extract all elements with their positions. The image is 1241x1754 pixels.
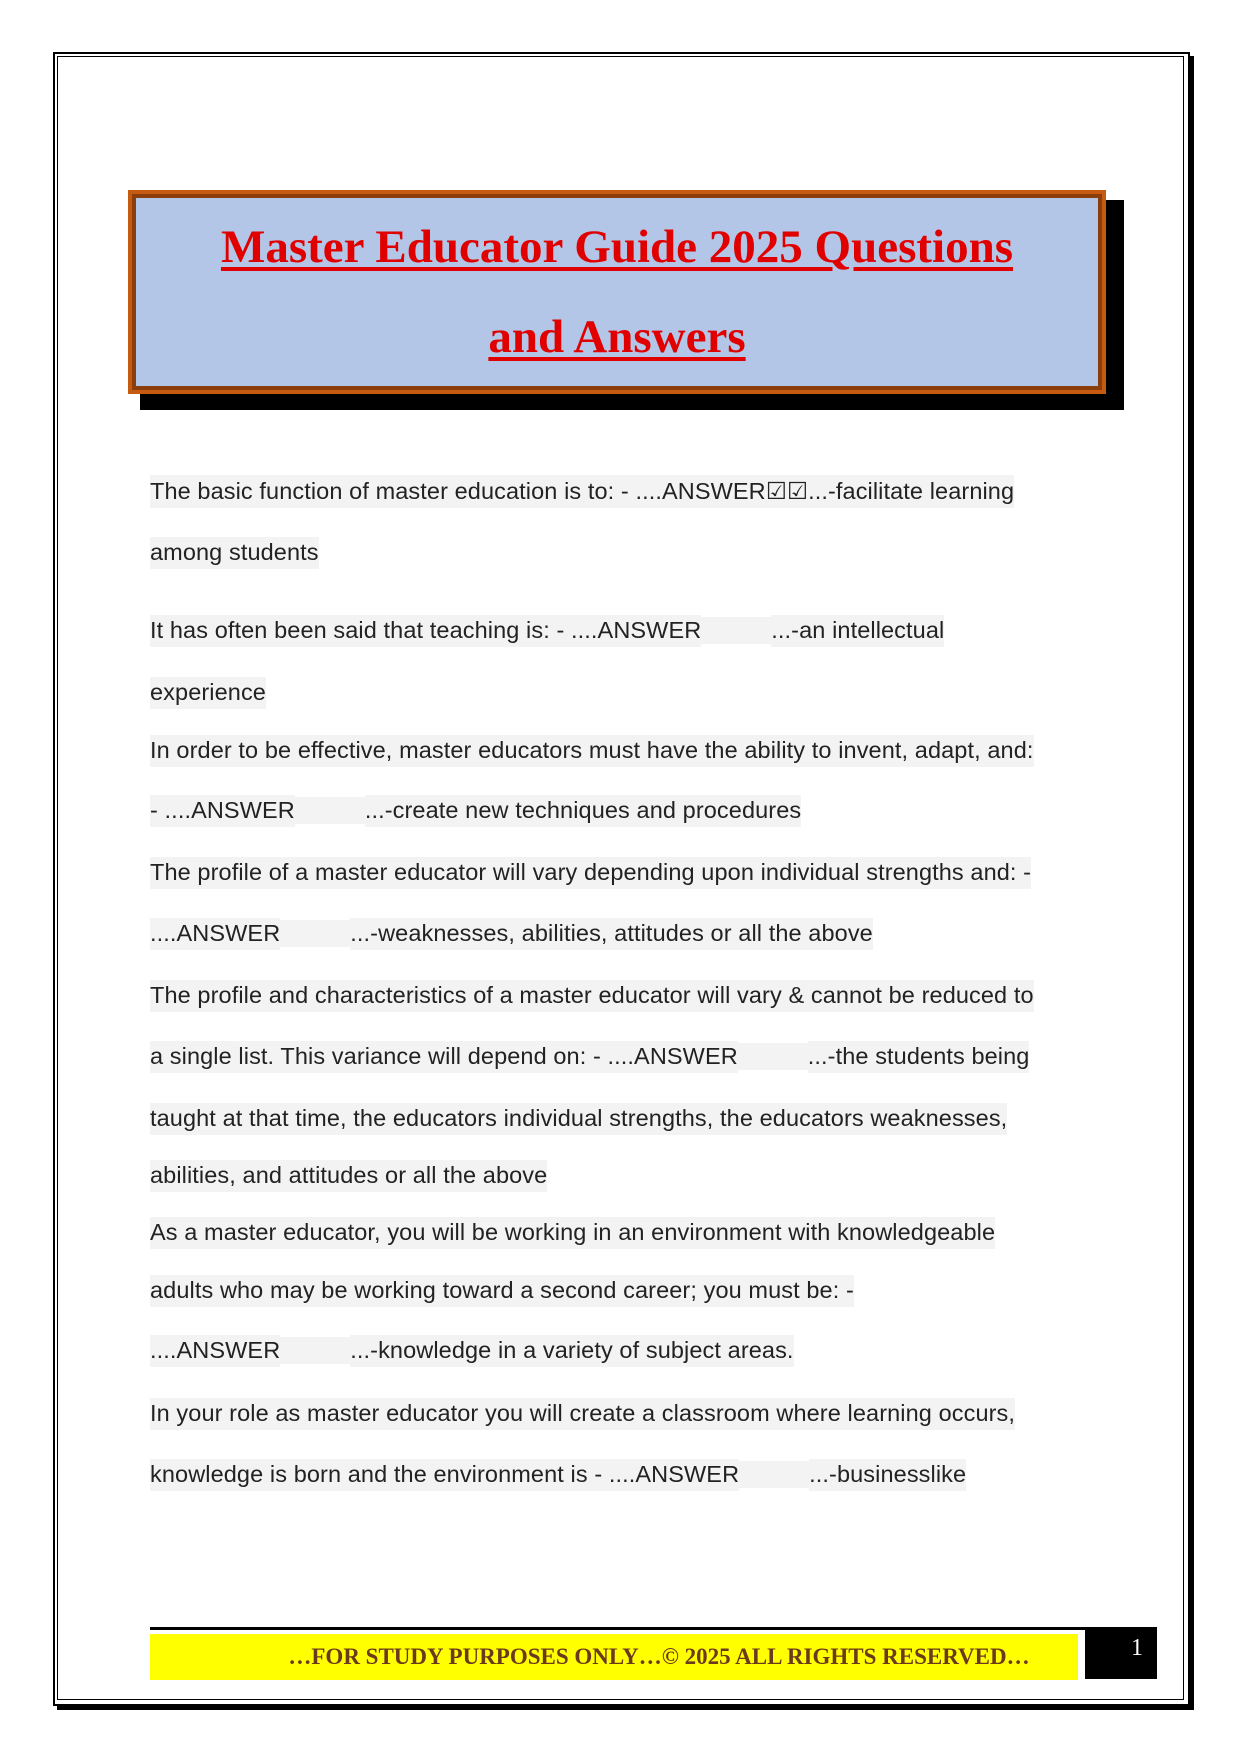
answer-gap [738,1043,808,1070]
qa-text: adults who may be working toward a second career; you must be: - [150,1275,854,1307]
qa-text: among students [150,537,319,569]
qa-line [150,735,1034,767]
qa-text: In your role as master educator you will create a classroom where learning occurs, [150,1398,1015,1430]
answer-gap [739,1461,809,1488]
qa-line [150,857,1031,889]
document-title-line-2: and Answers [488,311,746,363]
qa-text: ...-create new techniques and procedures [365,795,801,827]
qa-text: It has often been said that teaching is: - ....ANSWER [150,615,701,647]
qa-line [150,475,1014,508]
qa-text: taught at that time, the educators individual strengths, the educators weaknesses, [150,1103,1007,1135]
qa-line [150,918,873,950]
qa-text: ...-the students being [808,1041,1030,1073]
qa-line [150,1217,995,1249]
qa-text: experience [150,677,266,709]
page-number: 1 [1131,1635,1143,1661]
qa-text: The profile and characteristics of a master educator will vary & cannot be reduced to [150,980,1034,1012]
qa-text: The profile of a master educator will vary depending upon individual strengths and: - [150,857,1031,889]
qa-line [150,1275,854,1307]
qa-line [150,1459,966,1491]
qa-text: - ....ANSWER [150,795,295,827]
title-box [128,190,1106,394]
qa-line [150,537,319,569]
qa-text: ...-businesslike [809,1459,966,1491]
qa-text: As a master educator, you will be working in an environment with knowledgeable [150,1217,995,1249]
qa-text: knowledge is born and the environment is - ....ANSWER [150,1459,739,1491]
qa-text: a single list. This variance will depend on: - ....ANSWER [150,1041,738,1073]
qa-text: abilities, and attitudes or all the above [150,1160,547,1192]
qa-line [150,1398,1015,1430]
qa-line [150,677,266,709]
footer-rule [150,1627,1085,1630]
answer-gap [280,1337,350,1364]
footer-bar [150,1634,1078,1680]
qa-text: The basic function of master education is to: - ....ANSWER☑☑...-facilitate learning [150,475,1014,508]
qa-text: ...-an intellectual [771,615,944,647]
qa-text: ...-weaknesses, abilities, attitudes or all the above [350,918,873,950]
qa-text: ....ANSWER [150,918,280,950]
page-number-box [1085,1627,1157,1679]
answer-gap [701,617,771,644]
qa-line [150,980,1034,1012]
qa-line [150,795,801,827]
footer-text: …FOR STUDY PURPOSES ONLY…© 2025 ALL RIGHTS RESERVED… [288,1644,1030,1669]
qa-line [150,1335,794,1367]
qa-line [150,1103,1007,1135]
qa-line [150,1041,1029,1073]
document-title-line-1: Master Educator Guide 2025 Questions [220,221,1014,273]
qa-text: In order to be effective, master educators must have the ability to invent, adapt, and: [150,735,1034,767]
qa-line [150,1160,547,1192]
answer-gap [295,797,365,824]
answer-gap [280,920,350,947]
qa-text: ...-knowledge in a variety of subject areas. [350,1335,793,1367]
qa-text: ....ANSWER [150,1335,280,1367]
qa-line [150,615,944,647]
